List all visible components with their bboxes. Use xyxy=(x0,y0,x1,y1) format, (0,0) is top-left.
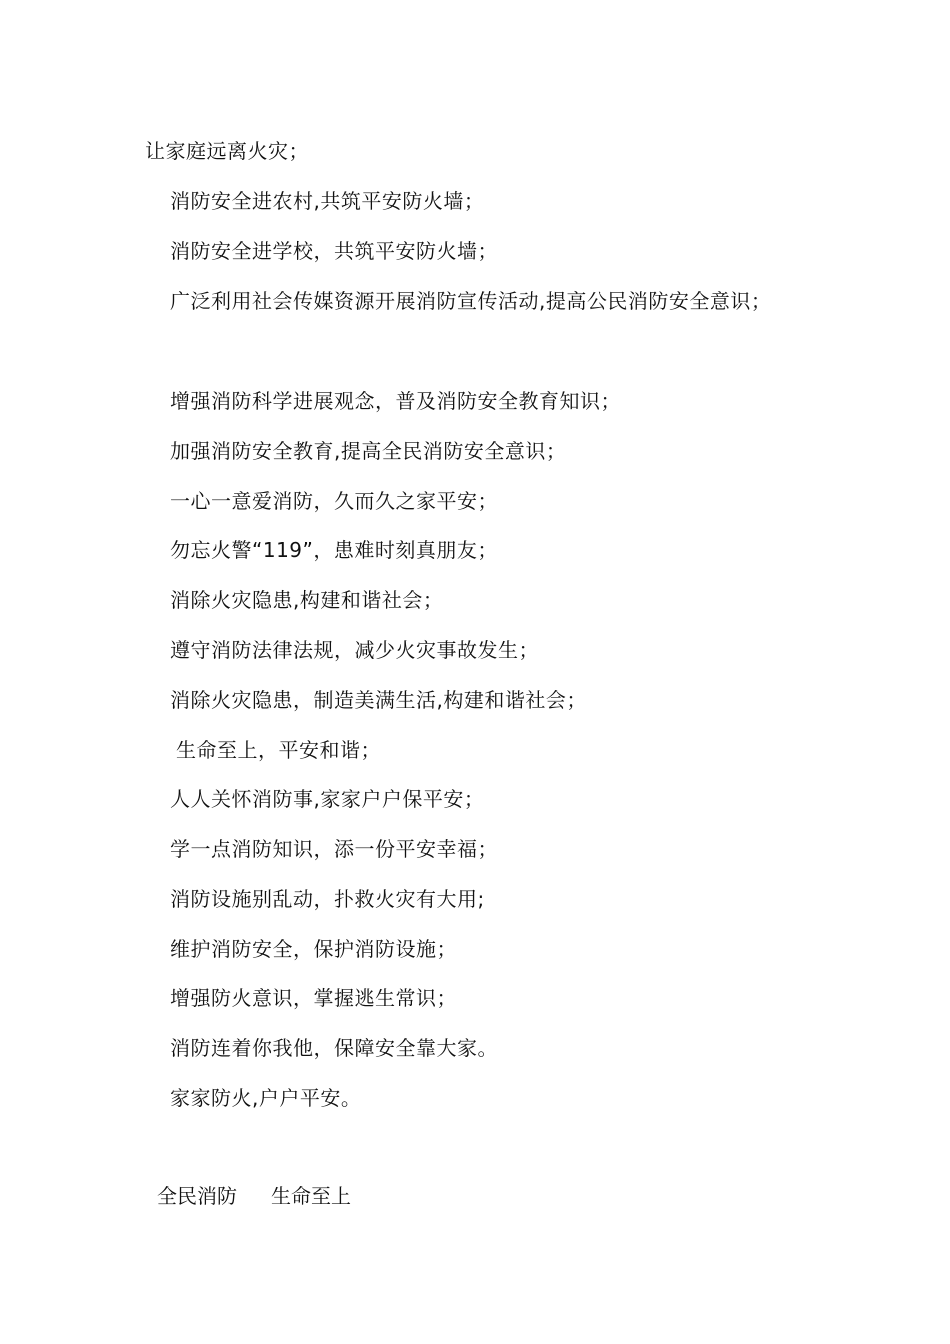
slogan-line: 消防安全进农村,共筑平安防火墙； xyxy=(170,189,485,213)
slogan-line: 消防安全进学校，共筑平安防火墙； xyxy=(170,239,498,263)
slogan-line: 学一点消防知识，添一份平安幸福； xyxy=(170,837,498,861)
slogan-line: 消除火灾隐患，制造美满生活,构建和谐社会； xyxy=(170,688,587,712)
slogan-line: 让家庭远离火灾； xyxy=(145,139,309,163)
slogan-line: 遵守消防法律法规，减少火灾事故发生； xyxy=(170,638,539,662)
slogan-line: 家家防火,户户平安。 xyxy=(170,1086,362,1110)
slogan-line: 勿忘火警“119”，患难时刻真朋友； xyxy=(170,538,498,562)
slogan-line: 维护消防安全，保护消防设施； xyxy=(170,937,457,961)
slogan-line: 生命至上，平安和谐； xyxy=(176,738,381,762)
closing-slogan xyxy=(157,1183,351,1209)
slogan-line: 消防连着你我他，保障安全靠大家。 xyxy=(170,1036,498,1060)
closing-slogan-left: 全民消防 xyxy=(157,1184,237,1208)
slogan-line: 一心一意爱消防，久而久之家平安； xyxy=(170,489,498,513)
slogan-line: 消除火灾隐患,构建和谐社会； xyxy=(170,588,444,612)
slogan-line: 增强防火意识，掌握逃生常识； xyxy=(170,986,457,1010)
closing-slogan-right: 生命至上 xyxy=(271,1184,351,1208)
slogan-line: 人人关怀消防事,家家户户保平安； xyxy=(170,787,485,811)
slogan-line: 消防设施别乱动，扑救火灾有大用; xyxy=(170,887,485,911)
slogan-line: 增强消防科学进展观念，普及消防安全教育知识； xyxy=(170,389,621,413)
slogan-line: 加强消防安全教育,提高全民消防安全意识； xyxy=(170,439,567,463)
slogan-line: 广泛利用社会传媒资源开展消防宣传活动,提高公民消防安全意识； xyxy=(170,289,772,313)
